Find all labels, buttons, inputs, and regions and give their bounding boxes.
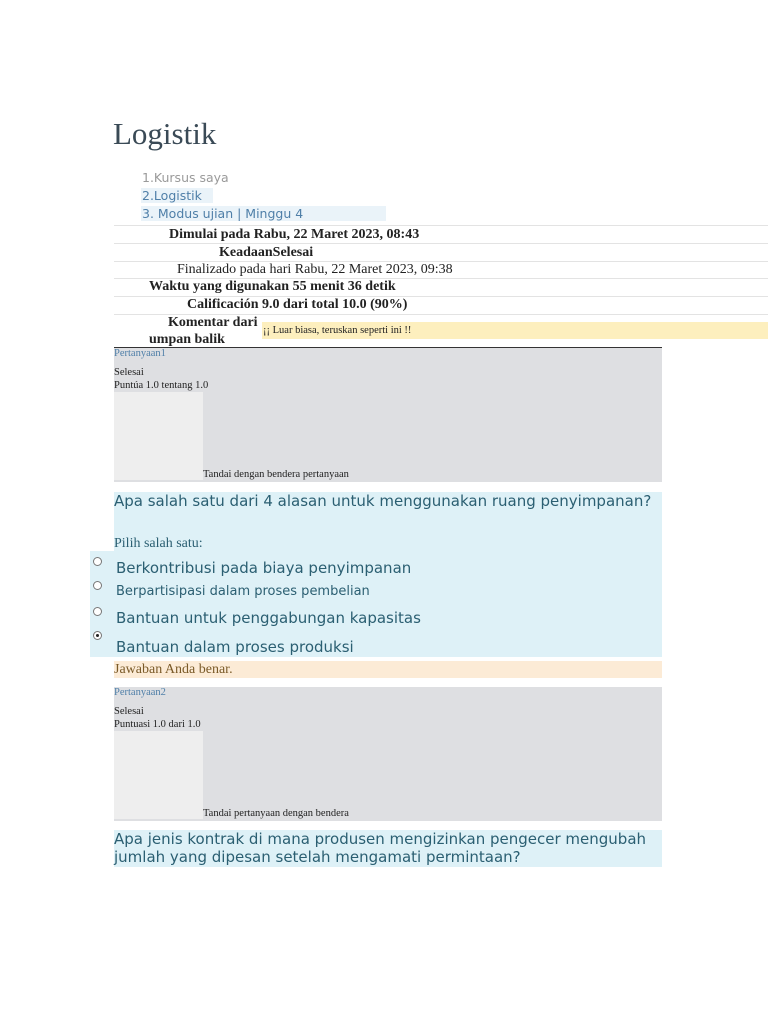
summary-feedback-value: ¡¡ Luar biasa, teruskan seperti ini !! [262, 322, 768, 339]
summary-finished: Finalizado pada hari Rabu, 22 Maret 2023, 09:38 [177, 262, 453, 277]
question-1-option-1-radio[interactable] [93, 557, 102, 566]
question-1-info [114, 348, 662, 482]
question-2-info [114, 687, 662, 821]
summary-time-taken: Waktu yang digunakan 55 menit 36 detik [149, 279, 396, 294]
question-1-option-3-radio[interactable] [93, 607, 102, 616]
summary-feedback-label-2: umpan balik [149, 332, 225, 347]
question-2-info-panel [114, 731, 203, 819]
question-1-prompt: Pilih salah satu: [114, 536, 203, 551]
summary-feedback-label: Komentar dari [168, 315, 258, 330]
page-title: Logistik [113, 116, 217, 151]
question-1-option-2-label[interactable]: Berpartisipasi dalam proses pembelian [116, 584, 370, 599]
question-1-option-2-radio[interactable] [93, 581, 102, 590]
question-1-option-4-radio[interactable] [93, 631, 102, 640]
question-2-label: Pertanyaan2 [114, 687, 166, 698]
breadcrumb-item-exam-mode[interactable]: 3. Modus ujian | Minggu 4 [141, 206, 386, 221]
question-1-option-1-label[interactable]: Berkontribusi pada biaya penyimpanan [116, 559, 412, 577]
summary-state: KeadaanSelesai [219, 245, 314, 260]
question-1-score: Puntúa 1.0 tentang 1.0 [114, 380, 209, 391]
question-1-option-4-label[interactable]: Bantuan dalam proses produksi [116, 638, 354, 656]
question-1-label: Pertanyaan1 [114, 348, 166, 359]
question-1-text: Apa salah satu dari 4 alasan untuk menggunakan ruang penyimpanan? [114, 492, 652, 510]
question-1-feedback: Jawaban Anda benar. [114, 661, 662, 678]
summary-grade: Calificación 9.0 dari total 10.0 (90%) [187, 297, 408, 312]
question-1-answer-column [90, 551, 114, 657]
question-2-text: Apa jenis kontrak di mana produsen mengizinkan pengecer mengubah jumlah yang dipesan setelah mengamati permintaan? [114, 830, 647, 866]
question-2-state: Selesai [114, 706, 144, 717]
divider [114, 243, 768, 244]
question-2-flag-link[interactable]: Tandai pertanyaan dengan bendera [203, 808, 349, 819]
question-2-score: Puntuasi 1.0 dari 1.0 [114, 719, 201, 730]
breadcrumb-item-logistik[interactable]: 2.Logistik [141, 188, 213, 203]
breadcrumb-item-my-courses[interactable]: 1.Kursus saya [142, 170, 229, 185]
divider [114, 225, 768, 226]
question-1-option-3-label[interactable]: Bantuan untuk penggabungan kapasitas [116, 609, 421, 627]
question-1-state: Selesai [114, 367, 144, 378]
question-1-flag-link[interactable]: Tandai dengan bendera pertanyaan [203, 469, 349, 480]
summary-started: Dimulai pada Rabu, 22 Maret 2023, 08:43 [169, 227, 420, 242]
question-1-info-panel [114, 392, 203, 480]
